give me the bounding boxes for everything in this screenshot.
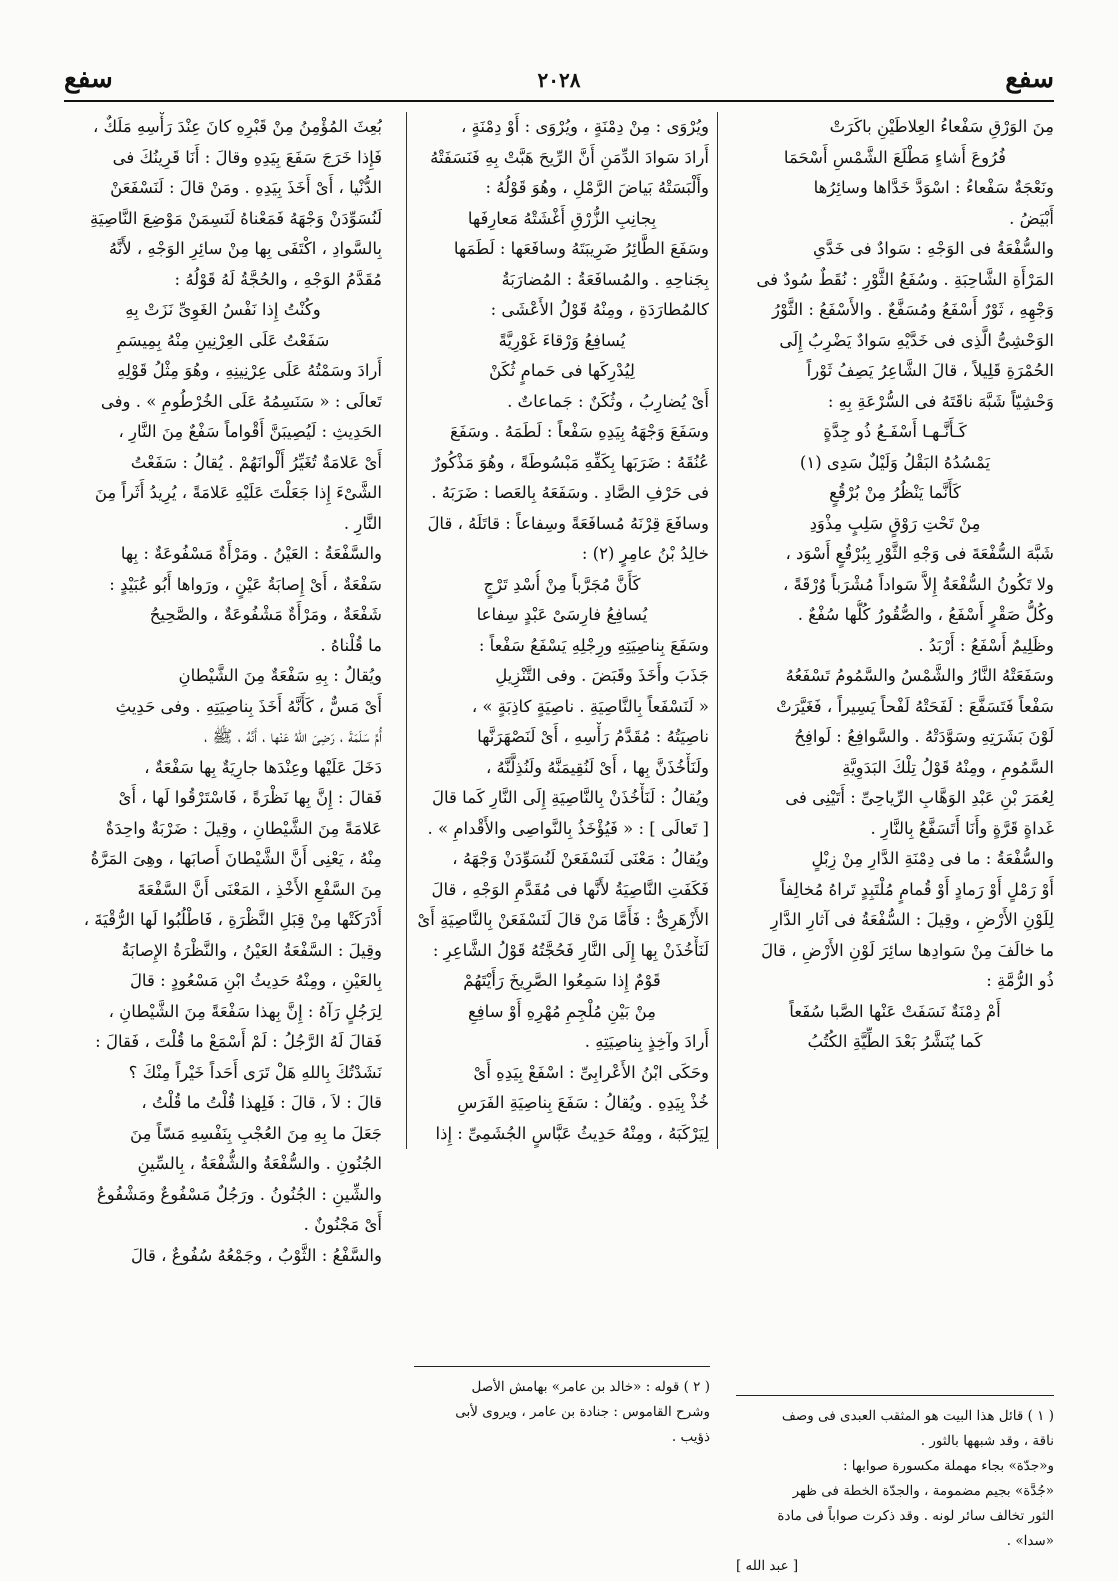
text-column-left bbox=[64, 112, 382, 1271]
text-line: أَرادَ وآخِذٍ بِناصِيَتِهِ . bbox=[584, 1032, 709, 1051]
verse-line: يُسافِعُ فارِسَىْ عَبْدٍ سِفاعا bbox=[476, 605, 648, 624]
text-line: وظَلِيمٌ أَسْفَعُ : أَرْبَدُ . bbox=[918, 635, 1054, 655]
text-line: عُنُقَهُ : ضَرَبَها بِكَفِّهِ مَبْسُوطَةً ، وهُوَ مَذْكُورٌ bbox=[432, 452, 709, 472]
text-line: أَرادَ سَوادَ الدِّمَنِ أَنَّ الرِّيحَ هَبَّتْ بِهِ فَنَسَفَتْهُ bbox=[430, 147, 709, 167]
verse-line: بِجانِبِ الزُّرْقِ أَغْشَتْهُ مَعارِفَها bbox=[467, 208, 657, 228]
text-line: أَوْ رَمْلٍ أَوْ رَمادٍ أَوْ قُمامٍ مُلْتَبِدٍ تَراهُ مُخالِفاً bbox=[780, 879, 1054, 899]
text-line: وسَفَعَ بِناصِيَتِهِ ورِجْلِهِ يَسْفَعُ سَفْعاً : bbox=[478, 635, 709, 655]
text-line: وكُلُّ صَقْرٍ أَسْفَعُ ، والصُّقُورُ كُلُّها سُفْعٌ . bbox=[797, 605, 1054, 624]
text-line: ويُقالُ : مَعْنَى لَنَسْفَعَنْ لَنُسَوِّدَنْ وَجْهَهُ ، bbox=[452, 849, 709, 868]
text-line: والسَّفْعُ : الثَّوْبُ ، وجَمْعُهُ سُفُوعٌ ، قالَ bbox=[131, 1245, 382, 1265]
text-line: والشِّينِ : الجُنُونُ . ورَجُلٌ مَسْفُوعٌ ومَشْفُوعٌ bbox=[96, 1184, 382, 1204]
text-line: ولَنَأْخُذَنَّ بِها ، أَىْ لَنُقِيمَنَّهُ ولَنُذِلَّنَّهُ ، bbox=[485, 757, 709, 777]
page-header bbox=[64, 60, 1054, 102]
text-line: « لَنَسْفَعاً بِالنَّاصِيَةِ . ناصِيَةٍ كاذِبَةٍ » ، bbox=[471, 696, 709, 716]
text-line: وحَكَى ابْنُ الأَعْرابِىِّ : اسْفَعْ بِيَدِهِ أَىْ bbox=[473, 1062, 709, 1082]
text-line: والسُّفْعَةُ : ما فى دِمْنَةِ الدَّارِ مِنْ زِبْلٍ bbox=[811, 849, 1054, 868]
text-line: ويُقالُ : بِهِ سَفْعَةٌ مِنَ الشَّيْطانِ bbox=[178, 666, 382, 685]
text-line: لَوْنَ بَشَرَتِهِ وسَوَّدَتْهُ . والسَّوافِعُ : لَوافِحُ bbox=[794, 727, 1054, 746]
text-line: شَفْعَةٌ ، ومَرْأَةٌ مَشْفُوعَةٌ ، والصَّحِيحُ bbox=[149, 605, 382, 624]
text-line: بُعِثَ المُؤْمِنُ مِنْ قَبْرِهِ كانَ عِنْدَ رَأْسِهِ مَلَكٌ ، bbox=[92, 117, 382, 136]
text-line: جَعَلَ ما بِهِ مِنَ العُجْبِ بِنَفْسِهِ مَسّاً مِنَ bbox=[130, 1123, 382, 1143]
footnote-line: ( ٢ ) قوله : «خالد بن عامر» بهامش الأصل bbox=[471, 1379, 710, 1395]
footnote-line: و«جدّة» بجاء مهملة مكسورة صوابها : bbox=[842, 1458, 1054, 1474]
text-line: بِالعَيْنِ ، ومِنْهُ حَدِيثُ ابْنِ مَسْعُودٍ : قالَ bbox=[129, 971, 382, 990]
text-line: فَقالَ لَهُ الرَّجُلُ : لَمْ أَسْمَعْ ما قُلْتَ ، فَقالَ : bbox=[95, 1032, 382, 1051]
text-line: وقِيلَ : السَّفْعَةُ العَيْنُ ، والنَّظْرَةُ الإِصابَةُ bbox=[121, 940, 382, 960]
text-line: نَشَدْتُكَ بِاللهِ هَلْ تَرَى أَحَداً خَيْراً مِنْكَ ؟ bbox=[128, 1062, 382, 1082]
text-line: والسَّفْعَةُ : العَيْنُ . ومَرْأَةٌ مَسْفُوعَةٌ : بِها bbox=[120, 544, 382, 563]
text-line: تَعالَى : « سَنَسِمُهُ عَلَى الخُرْطُومِ » . وفى bbox=[100, 391, 382, 411]
text-line: عَلامَةً مِنَ الشَّيْطانِ ، وقِيلَ : ضَرْبَةٌ واحِدَةٌ bbox=[105, 818, 382, 838]
text-line: فَكَفَتِ النَّاصِيَةُ لأَنَّها فى مُقَدَّمِ الوَجْهِ ، قالَ bbox=[431, 879, 709, 899]
verse-line: وكُنْتُ إِذا نَفْسُ الغَوِىِّ نَزَتْ بِهِ bbox=[125, 300, 321, 319]
text-line: وسافَعَ قِرْنَهُ مُسافَعَةً وسِفاعاً : قاتَلَهُ ، قالَ bbox=[427, 513, 709, 533]
text-line: فَقالَ : إِنَّ بِها نَظْرَةً ، فَاسْتَرْقُوا لَها ، أَىْ bbox=[118, 788, 382, 807]
text-line: ناصِيَتُهُ : مُقَدَّمُ رَأْسِهِ ، أَىْ لَنَصْهَرَنَّها bbox=[477, 727, 709, 746]
text-line: ما خالَفَ مِنْ سَوادِها سائِرَ لَوْنِ الأَرْضِ ، قالَ bbox=[761, 940, 1054, 960]
text-line: لَنُسَوِّدَنْ وَجْهَهُ فَمَعْناهُ لَنَسِمَنْ مَوْضِعَ النَّاصِيَةِ bbox=[89, 208, 382, 228]
verse-line: مِنْ بَيْنِ مُلْجِمِ مُهْرِهِ أَوْ سافِعِ bbox=[468, 1001, 656, 1021]
text-line: شَبَّهَ السُّفْعَةَ فى وَجْهِ الثَّوْرِ بِبُرْقُعٍ أَسْوَد ، bbox=[785, 544, 1054, 563]
text-line: أَدْرَكَتْها مِنْ قِبَلِ النَّظْرَةِ ، فَاطْلُبُوا لَها الرُّقْيَةَ ، bbox=[83, 910, 382, 929]
verse-line: قَوْمٌ إِذا سَمِعُوا الصَّرِيخَ رَأَيْتَهُمْ bbox=[463, 971, 661, 990]
text-line: لِرَجُلٍ رَآهُ : إِنَّ بِهذا سَفْعَةً مِنَ الشَّيْطانِ ، bbox=[108, 1001, 382, 1021]
text-line: الحُمْرَةِ قَلِيلاً ، قالَ الشَّاعِرُ يَصِفُ ثَوْراً bbox=[806, 361, 1054, 380]
verse-line: لِيُدْرِكَها فى حَمامٍ ثُكَنْ bbox=[489, 361, 635, 380]
text-line: ذُو الرُّمَّةِ : bbox=[986, 971, 1054, 990]
text-line: كالمُطارَدَةِ ، ومِنْهُ قَوْلُ الأَعْشَى : bbox=[490, 300, 709, 319]
text-line: مِنْهُ ، يَعْنِى أَنَّ الشَّيْطانَ أَصابَها ، وهِىَ المَرَّةُ bbox=[90, 849, 382, 868]
text-line: وسَفَعَتْهُ النَّارُ والشَّمْسُ والسَّمُومُ تَسْفَعُهُ bbox=[785, 666, 1054, 685]
text-column-right bbox=[736, 112, 1054, 1058]
footnote-line: ذؤيب . bbox=[671, 1429, 710, 1445]
text-line: ويُقالُ : لَنَأْخُذَنْ بِالنَّاصِيَةِ إِلَى النَّارِ كَما قالَ bbox=[432, 788, 709, 807]
text-line: دَخَلَ عَلَيْها وعِنْدَها جارِيَةٌ بِها سَفْعَةٌ ، bbox=[144, 757, 382, 777]
text-line: فَإِذا خَرَجَ سَفَعَ بِيَدِهِ وقالَ : أَنَا قَرِينُكَ فى bbox=[112, 147, 382, 167]
verse-line: مِنْ تَحْتِ رَوْقٍ سَلِبٍ مِذْوَدِ bbox=[809, 513, 981, 533]
text-line: أَرادَ وسَمْتُهُ عَلَى عِرْنِينِهِ ، وهُوَ مِثْلُ قَوْلِهِ bbox=[117, 361, 382, 380]
text-line: الدُّنْيا ، أَىْ أَخَذَ بِيَدِهِ . ومَنْ قالَ : لَنَسْفَعَنْ bbox=[110, 178, 382, 197]
text-line: أَىْ مَسٌّ ، كَأَنَّهُ أَخَذَ بِناصِيَتِهِ . وفى حَدِيثِ bbox=[115, 696, 382, 716]
text-line: لِيَرْكَبَهُ ، ومِنْهُ حَدِيثُ عَبَّاسٍ الجُشَمِىِّ : إِذا bbox=[435, 1123, 709, 1143]
text-line: ما قُلْناهُ . bbox=[320, 635, 382, 655]
text-line: أَىْ يُضارِبُ ، وثُكَنٌ : جَماعاتٌ . bbox=[507, 391, 709, 411]
text-line: جَذَبَ وأَخَذَ وقَبَضَ . وفى التَّنْزِيلِ bbox=[495, 666, 709, 685]
text-line: فى حَرْفِ الصَّادِ . وسَفَعَهُ بِالعَصا : ضَرَبَهُ . bbox=[431, 483, 709, 502]
text-column-middle bbox=[406, 112, 718, 1149]
text-line: وسَفَعَ وَجْهَهُ بِيَدِهِ سَفْعاً : لَطَمَهُ . وسَفَعَ bbox=[450, 422, 709, 441]
text-line: وأَلْبَسَتْهُ بَياضَ الرَّمْلِ ، وهُوَ قَوْلُهُ : bbox=[485, 178, 709, 197]
verse-line: كَـأَنَّـهـا أَسْفَـعُ ذُو جِدَّةٍ bbox=[823, 422, 967, 441]
page-number: ٢٠٢٨ bbox=[537, 68, 581, 92]
verse-line: أَمْ دِمْنَةٌ نَسَفَتْ عَنْها الصَّبا سُفَعاً bbox=[789, 1001, 1001, 1021]
text-line: خُذْ بِيَدِهِ . ويُقالُ : سَفَعَ بِناصِيَةِ الفَرَسِ bbox=[457, 1093, 709, 1112]
text-line: وَحْشِيّاً شَبَّهَ ناقَتَهُ فى السُّرْعَةِ بِهِ : bbox=[827, 391, 1054, 411]
text-line: غَداةٍ قَرَّةٍ وأَنَا أَتَسَفَّعُ بِالنَّارِ . bbox=[870, 818, 1054, 838]
text-line: ونَعْجَةٌ سَفْعاءُ : اسْوَدَّ خَدَّاها وسائِرُها bbox=[813, 178, 1054, 197]
footnote-middle bbox=[414, 1366, 710, 1450]
footnote-right bbox=[736, 1395, 1054, 1579]
footnote-line: ( ١ ) قائل هذا البيت هو المثقب العبدى فى وصف bbox=[781, 1408, 1054, 1424]
text-line: والسُّفْعَةُ فى الوَجْهِ : سَوادٌ فى خَدَّىِ bbox=[813, 239, 1054, 258]
footnote-line: الثور تخالف سائر لونه . وقد ذكرت صواباً فى مادة bbox=[777, 1508, 1054, 1524]
text-line: ولا تَكُونُ السُّفْعَةُ إِلاَّ سَواداً مُشْرَباً وُرْقَةً ، bbox=[782, 574, 1054, 594]
text-line: الجُنُونِ . والسُّفْعَةُ والشُّفْعَةُ ، بِالسِّينِ bbox=[137, 1154, 382, 1173]
footnote-line: ناقة ، وقد شبهها بالثور . bbox=[920, 1433, 1054, 1449]
text-line: أَبْيَضُ . bbox=[1009, 208, 1054, 228]
text-line: لِلَوْنِ الأَرْضِ ، وقِيلَ : السُّفْعَةُ فى آثارِ الدَّارِ bbox=[770, 910, 1054, 929]
text-line: السَّمُومِ ، ومِنْهُ قَوْلُ تِلْكَ البَدَوِيَّةِ bbox=[842, 757, 1054, 777]
text-line: الوَحْشِىُّ الَّذِى فى خَدَّيْهِ سَوادٌ يَضْرِبُ إِلَى bbox=[779, 330, 1054, 350]
header-root-word-right: سفع bbox=[1005, 64, 1054, 94]
text-line: أَىْ مَجْنُونٌ . bbox=[303, 1215, 382, 1234]
verse-line: كَأَنَّ مُجَرَّباً مِنْ أُسْدِ تَرْجٍ bbox=[483, 574, 641, 594]
text-line: الحَدِيثِ : لَيُصِيبَنَّ أَقْواماً سَفْعٌ مِنَ النَّارِ ، bbox=[118, 422, 382, 441]
text-line: لَنَأْخُذَنْ بِها إِلَى النَّارِ فَحُجَّتُهُ قَوْلُ الشَّاعِرِ : bbox=[432, 940, 709, 960]
verse-line: كَأَنَّما يَنْظُرُ مِنْ بُرْقُعٍ bbox=[829, 483, 961, 502]
text-line: الأَزْهَرِىُّ : فَأَمَّا مَنْ قالَ لَنَسْفَعَنْ بِالنَّاصِيَةِ أَىْ bbox=[417, 910, 709, 929]
editor-signature: [ عبد الله ] bbox=[736, 1558, 799, 1574]
text-line: أُمِّ سَلَمَةَ ، رَضِىَ اللهُ عَنْها ، أَنَّهُ ، ﷺ ، bbox=[204, 727, 382, 746]
text-line: بِالسَّوادِ ، اكْتَفَى بِها مِنْ سائِرِ الوَجْهِ ، لأَنَّهُ bbox=[108, 239, 382, 258]
verse-line: يَمْسُدُهُ البَقْلُ وَلَيْلٌ سَدِى (١) bbox=[799, 452, 991, 472]
text-line: ويُرْوَى : مِنْ دِمْنَةٍ ، ويُرْوَى : أَوْ دِمْنَةٍ ، bbox=[460, 117, 709, 136]
text-line: خالِدُ بْنُ عامِرٍ (٢) : bbox=[581, 544, 709, 563]
footnote-line: «جُدَّة» بجيم مضمومة ، والجدّة الخطة فى ظهر bbox=[792, 1483, 1054, 1499]
text-line: لِعُمَرَ بْنِ عَبْدِ الوَهَّابِ الرِّياحِىِّ : أَتَيْنِى فى bbox=[785, 788, 1054, 807]
text-line: النَّارِ . bbox=[343, 513, 382, 533]
text-line: سَفْعاً فَتَسَفَّعَ : لَفَحَتْهُ لَفْحاً يَسِيراً ، فَغَيَّرَتْ bbox=[776, 696, 1054, 716]
text-line: [ تَعالَى ] : « فَيُؤْخَذُ بِالنَّواصِى والأَقْدامِ » . bbox=[427, 818, 709, 838]
footnote-line: وشرح القاموس : جنادة بن عامر ، ويروى لأبى bbox=[455, 1404, 710, 1420]
text-line: مُقَدَّمُ الوَجْهِ ، والحُجَّةُ لَهُ قَوْلُهُ : bbox=[174, 269, 382, 289]
text-line: الشَّىْءَ إِذا جَعَلْتَ عَلَيْهِ عَلامَةً ، يُرِيدُ أَثَراً مِنَ bbox=[94, 483, 382, 502]
text-line: سَفْعَةٌ ، أَىْ إِصابَةُ عَيْنٍ ، ورَواها أَبُو عُبَيْدٍ : bbox=[109, 574, 382, 594]
text-line: مِنَ السَّفْعِ الأَخْذِ ، المَعْنَى أَنَّ السَّفْعَةَ bbox=[137, 879, 382, 899]
text-line: أَىْ عَلامَةٌ تُغَيِّرُ أَلْوانَهُمْ . يُقالُ : سَفَعْتُ bbox=[130, 452, 382, 472]
text-line: بِجَناحِهِ . والمُسافَعَةُ : المُضارَبَةُ bbox=[501, 269, 709, 289]
verse-line: فُرُوعَ أَشاءٍ مَطْلَعَ الشَّمْسِ أَسْحَمَا bbox=[783, 147, 1007, 167]
verse-line: يُسافِعُ وَرْقاءَ غَوْرِيَّةً bbox=[498, 330, 626, 350]
text-line: المَرْأَةِ الشَّاحِبَةِ . وسُفَعُ الثَّوْرِ : نُقَطٌ سُودٌ فى bbox=[756, 269, 1054, 289]
verse-line: سَفَعْتُ عَلَى العِرْنِينِ مِنْهُ بِمِيسَمِ bbox=[116, 330, 330, 350]
text-line: مِنَ الوَرْقِ سَفْعاءُ العِلاطَيْنِ باكَرَتْ bbox=[829, 117, 1054, 136]
verse-line: كَما يُنَشَّرُ بَعْدَ الطِّيَّةِ الكُتُبُ bbox=[807, 1032, 983, 1051]
text-line: وَجْهِهِ ، ثَوْرٌ أَسْفَعُ ومُسَفَّعٌ . والأَسْفَعُ : الثَّوْرُ bbox=[772, 300, 1054, 319]
footnote-line: «سدا» . bbox=[1006, 1533, 1054, 1549]
text-line: قالَ : لاَ ، قالَ : فَلِهذا قُلْتُ ما قُلْتُ ، bbox=[141, 1093, 382, 1112]
text-line: وسَفَعَ الطَّائِرُ ضَرِيبَتَهُ وسافَعَها : لَطَمَها bbox=[453, 239, 709, 258]
header-root-word-left: سفع bbox=[64, 64, 113, 94]
